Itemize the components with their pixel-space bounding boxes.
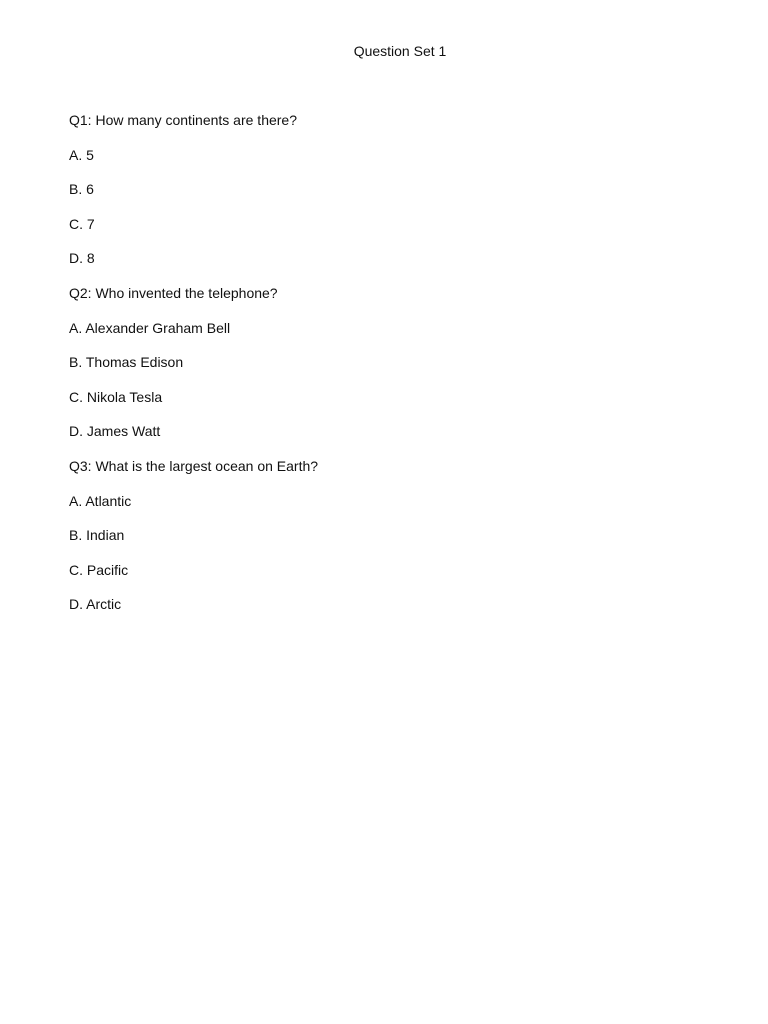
answer-option: B. Indian [69,527,125,543]
page-title: Question Set 1 [353,43,447,59]
answer-option: A. Alexander Graham Bell [69,319,231,336]
answer-option: B. 6 [69,181,94,197]
answer-option: C. 7 [69,215,95,232]
question-block-2 [69,284,729,440]
question-block-3 [69,457,729,613]
answer-option: A. 5 [69,146,94,163]
question-text: Q1: How many continents are there? [69,112,298,128]
question-text: Q2: Who invented the telephone? [69,285,278,301]
answer-option: D. Arctic [69,596,122,612]
answer-option: D. 8 [69,250,95,266]
question-list [69,111,729,630]
answer-option: B. Thomas Edison [69,354,184,370]
answer-option: C. Pacific [69,561,129,578]
answer-option: C. Nikola Tesla [69,388,163,405]
question-block-1 [69,111,729,267]
question-text: Q3: What is the largest ocean on Earth? [69,458,319,474]
answer-option: A. Atlantic [69,492,132,509]
answer-option: D. James Watt [69,423,161,439]
